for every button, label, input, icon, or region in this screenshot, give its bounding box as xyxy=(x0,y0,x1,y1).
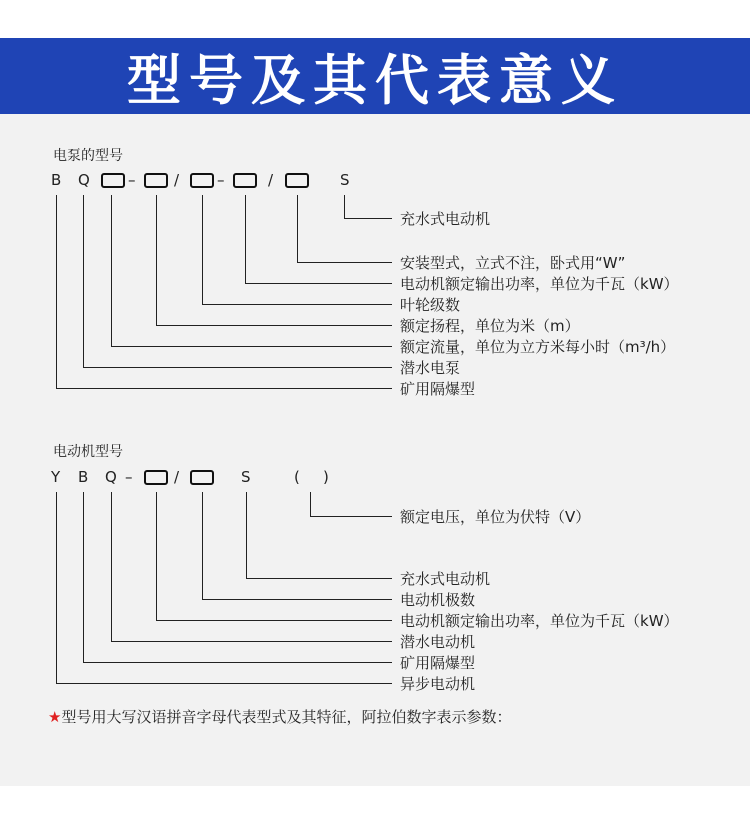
motor-heading: 电动机型号 xyxy=(53,444,123,460)
pump-code-s: S xyxy=(340,171,350,189)
motor-leader-s xyxy=(246,492,247,578)
pump-leader-install xyxy=(297,195,298,262)
bottom-margin xyxy=(0,786,750,815)
pump-leader-head xyxy=(156,195,157,325)
motor-code-paren-open: ( xyxy=(294,468,300,486)
motor-code-dash: – xyxy=(125,468,133,486)
motor-leader-voltage xyxy=(310,492,311,516)
pump-code-box-power xyxy=(233,173,257,188)
pump-leader-stages xyxy=(202,195,203,304)
pump-leader-q xyxy=(83,195,84,367)
motor-label: 电动机额定输出功率，单位为千瓦（kW） xyxy=(400,612,679,630)
motor-leader-voltage xyxy=(310,516,392,517)
pump-code-box-stages xyxy=(190,173,214,188)
motor-leader-y xyxy=(56,492,57,683)
motor-code-q: Q xyxy=(105,468,117,486)
pump-label: 潜水电泵 xyxy=(400,359,461,377)
pump-leader-s xyxy=(344,195,345,218)
pump-label: 叶轮级数 xyxy=(400,296,461,314)
motor-code-slash: / xyxy=(174,468,180,486)
pump-label: 电动机额定输出功率，单位为千瓦（kW） xyxy=(400,275,679,293)
motor-leader-q xyxy=(111,492,112,641)
pump-label: 安装型式，立式不注，卧式用“W” xyxy=(400,254,626,272)
pump-code-dash1: – xyxy=(128,171,136,189)
motor-label: 电动机极数 xyxy=(400,591,476,609)
pump-leader-s xyxy=(344,218,392,219)
pump-leader-install xyxy=(297,262,392,263)
pump-code-b: B xyxy=(51,171,62,189)
motor-leader-y xyxy=(56,683,392,684)
pump-code-slash1: / xyxy=(174,171,180,189)
motor-label: 矿用隔爆型 xyxy=(400,654,476,672)
top-margin xyxy=(0,0,750,38)
pump-code-dash2: – xyxy=(217,171,225,189)
pump-label: 充水式电动机 xyxy=(400,210,491,228)
motor-leader-q xyxy=(111,641,392,642)
pump-code-box-head xyxy=(144,173,168,188)
motor-label: 异步电动机 xyxy=(400,675,476,693)
motor-code-b: B xyxy=(78,468,89,486)
pump-leader-flow xyxy=(111,346,392,347)
motor-leader-power xyxy=(156,620,392,621)
pump-code-box-flow xyxy=(101,173,125,188)
motor-leader-b xyxy=(83,492,84,662)
motor-leader-poles xyxy=(202,492,203,599)
pump-leader-head xyxy=(156,325,392,326)
pump-label: 矿用隔爆型 xyxy=(400,380,476,398)
motor-leader-poles xyxy=(202,599,392,600)
pump-leader-b xyxy=(56,195,57,388)
pump-leader-power xyxy=(245,283,392,284)
motor-label: 充水式电动机 xyxy=(400,570,491,588)
motor-label: 额定电压，单位为伏特（V） xyxy=(400,508,591,526)
motor-code-y: Y xyxy=(51,468,61,486)
pump-code-box-install xyxy=(285,173,309,188)
pump-code-q: Q xyxy=(78,171,90,189)
motor-code-box-power xyxy=(144,470,168,485)
title-banner xyxy=(0,38,750,114)
motor-leader-b xyxy=(83,662,392,663)
page-title: 型号及其代表意义 xyxy=(127,48,623,112)
footnote xyxy=(48,708,511,726)
pump-leader-flow xyxy=(111,195,112,346)
motor-label: 潜水电动机 xyxy=(400,633,476,651)
pump-leader-b xyxy=(56,388,392,389)
motor-leader-power xyxy=(156,492,157,620)
pump-leader-power xyxy=(245,195,246,283)
pump-leader-stages xyxy=(202,304,392,305)
pump-label: 额定流量，单位为立方米每小时（m³/h） xyxy=(400,338,676,356)
footnote-text: 型号用大写汉语拼音字母代表型式及其特征，阿拉伯数字表示参数： xyxy=(61,708,512,726)
pump-leader-q xyxy=(83,367,392,368)
pump-code-slash2: / xyxy=(268,171,274,189)
pump-heading: 电泵的型号 xyxy=(53,148,123,164)
star-icon: ★ xyxy=(48,708,62,726)
motor-code-box-poles xyxy=(190,470,214,485)
motor-code-paren-close: ) xyxy=(323,468,329,486)
motor-code-s: S xyxy=(241,468,251,486)
pump-label: 额定扬程，单位为米（m） xyxy=(400,317,580,335)
motor-leader-s xyxy=(246,578,392,579)
